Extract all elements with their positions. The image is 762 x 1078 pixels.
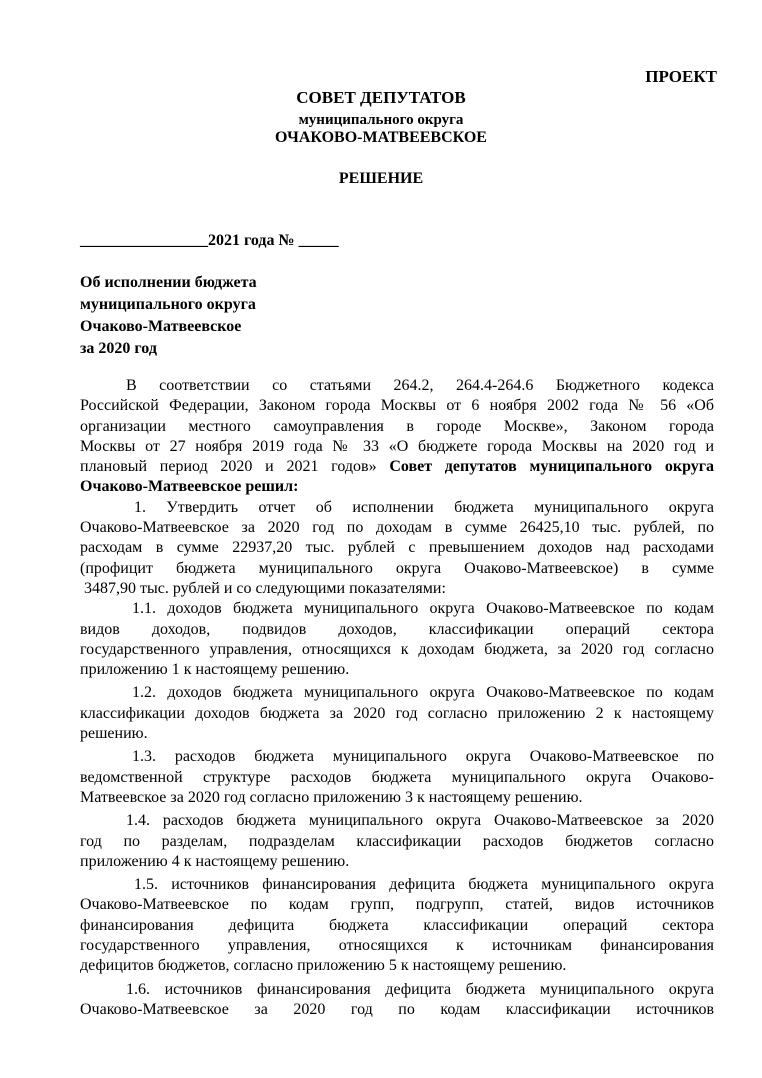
item1-2-line: решению. <box>80 725 148 743</box>
item1-1-line: приложению 1 к настоящему решению. <box>80 661 350 679</box>
item1-6-line: 1.6. источников финансирования дефицита бюджета муниципального округа <box>126 980 714 998</box>
date-number-line: ________________2021 года № _____ <box>80 232 339 249</box>
decision-subject <box>80 272 257 360</box>
preamble-line: организации местного самоуправления в городе Москве», Законом города <box>80 417 714 435</box>
item1-3-line: Матвеевское за 2020 год согласно приложению 3 к настоящему решению. <box>80 788 583 806</box>
draft-label: ПРОЕКТ <box>645 67 717 86</box>
subject-line: Очаково-Матвеевское <box>80 318 242 335</box>
subject-line: Об исполнении бюджета <box>80 274 257 291</box>
item1-6-line: Очаково-Матвеевское за 2020 год по кодам классификации источников <box>80 1000 714 1018</box>
preamble-line: В соответствии со статьями 264.2, 264.4-264.6 Бюджетного кодекса <box>126 377 714 394</box>
subject-line: за 2020 год <box>80 340 157 357</box>
item1-3-line: ведомственной структуре расходов бюджета муниципального округа Очаково- <box>80 768 714 786</box>
decision-body <box>80 376 714 1020</box>
item1-5-line: финансирования дефицита бюджета классификации операций сектора <box>80 916 714 934</box>
district-type: муниципального округа <box>298 112 464 128</box>
subject-line: муниципального округа <box>80 296 256 313</box>
item1-5-line: государственного управления, относящихся к источникам финансирования <box>80 937 714 955</box>
item1-2-line: 1.2. доходов бюджета муниципального округа Очаково-Матвеевское по кодам <box>132 684 714 702</box>
item1-1-line: государственного управления, относящихся к доходам бюджета, за 2020 год согласно <box>80 640 714 658</box>
item1-line: расходам в сумме 22937,20 тыс. рублей с превышением доходов над расходами <box>80 539 714 557</box>
council-title: СОВЕТ ДЕПУТАТОВ <box>296 88 466 107</box>
preamble-line: Москвы от 27 ноября 2019 года № 33 «О бюджете города Москвы на 2020 год и <box>80 437 714 455</box>
item1-line: 1. Утвердить отчет об исполнении бюджета муниципального округа <box>134 498 714 516</box>
preamble-line: плановый период 2020 и 2021 годов» <box>80 458 377 476</box>
preamble-mixed-line <box>80 457 714 477</box>
item1-line: 3487,90 тыс. рублей и со следующими показателями: <box>80 579 446 597</box>
district-name: ОЧАКОВО-МАТВЕЕВСКОЕ <box>275 129 487 146</box>
item1-2-line: классификации доходов бюджета за 2020 год согласно приложению 2 к настоящему <box>80 704 714 722</box>
item1-5-line: Очаково-Матвеевское по кодам групп, подгрупп, статей, видов источников <box>80 896 714 914</box>
item1-4-line: год по разделам, подразделам классификации расходов бюджетов согласно <box>80 832 714 850</box>
item1-1-line: 1.1. доходов бюджета муниципального округа Очаково-Матвеевское по кодам <box>132 600 714 618</box>
document-type: РЕШЕНИЕ <box>338 170 424 187</box>
item1-4-line: 1.4. расходов бюджета муниципального округа Очаково-Матвеевское за 2020 <box>126 812 714 830</box>
item1-line: Очаково-Матвеевское за 2020 год по доходам в сумме 26425,10 тыс. рублей, по <box>80 519 714 537</box>
preamble-bold-line: Очаково-Матвеевское решил: <box>80 478 299 496</box>
item1-5-line: 1.5. источников финансирования дефицита бюджета муниципального округа <box>134 876 714 894</box>
preamble-line: Российской Федерации, Законом города Москвы от 6 ноября 2002 года № 56 «Об <box>80 397 714 415</box>
item1-line: (профицит бюджета муниципального округа Очаково-Матвеевское) в сумме <box>80 559 714 577</box>
item1-1-line: видов доходов, подвидов доходов, классификации операций сектора <box>80 620 714 638</box>
item1-5-line: дефицитов бюджетов, согласно приложению 5 к настоящему решению. <box>80 957 567 975</box>
preamble-bold-text: Совет депутатов муниципального округа <box>389 458 715 476</box>
item1-3-line: 1.3. расходов бюджета муниципального округа Очаково-Матвеевское по <box>132 748 714 766</box>
item1-4-line: приложению 4 к настоящему решению. <box>80 852 350 870</box>
